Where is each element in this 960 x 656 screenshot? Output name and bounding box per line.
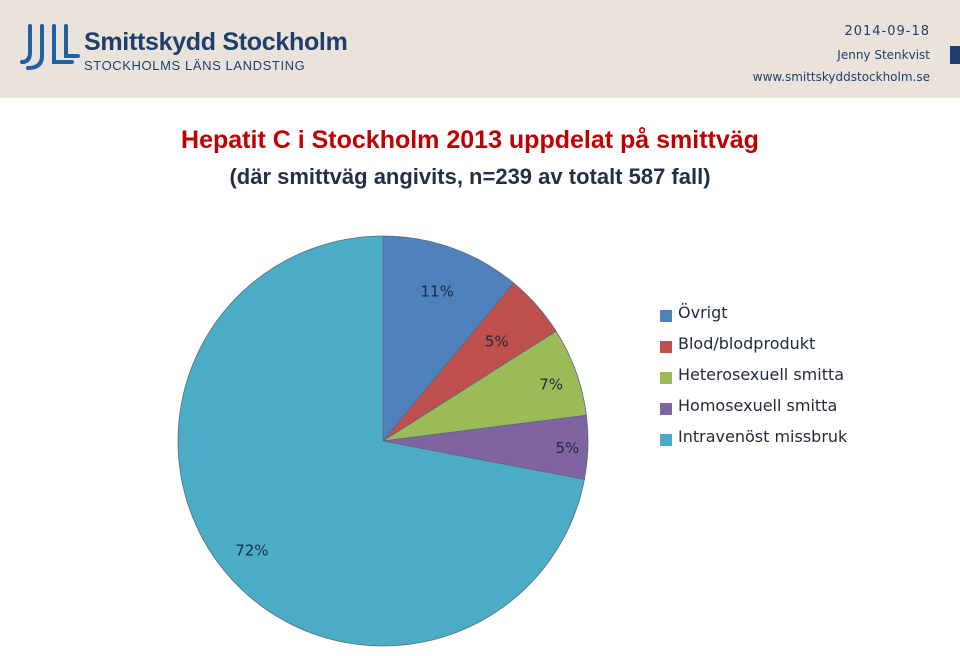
header-banner <box>0 0 960 98</box>
legend-swatch <box>660 341 672 353</box>
pie-label-heterosexuell-smitta: 7% <box>539 375 563 394</box>
org-subtitle: STOCKHOLMS LÄNS LANDSTING <box>84 58 306 73</box>
org-name: Smittskydd Stockholm <box>84 28 348 56</box>
legend-label: Blod/blodprodukt <box>678 334 816 353</box>
pie-label-homosexuell-smitta: 5% <box>555 438 580 457</box>
pie-label-intravenost-missbruk: 72% <box>235 541 269 560</box>
legend-swatch <box>660 434 672 446</box>
legend-label: Övrigt <box>678 303 728 322</box>
author-name: Jenny Stenkvist <box>837 48 930 62</box>
corner-accent <box>950 46 960 64</box>
pie-chart <box>170 230 600 656</box>
pie-label-blod-blodprodukt: 5% <box>484 332 509 351</box>
legend-label: Homosexuell smitta <box>678 396 838 415</box>
chart-title: Hepatit C i Stockholm 2013 uppdelat på smittväg <box>181 126 759 154</box>
legend-label: Intravenöst missbruk <box>678 427 848 446</box>
legend-swatch <box>660 372 672 384</box>
pie-label-ovrigt: 11% <box>420 282 454 301</box>
smittskydd-logo-icon <box>20 22 80 72</box>
legend-swatch <box>660 310 672 322</box>
chart-subtitle: (där smittväg angivits, n=239 av totalt 587 fall) <box>229 164 711 189</box>
legend-swatch <box>660 403 672 415</box>
website-link[interactable]: www.smittskyddstockholm.se <box>752 70 930 84</box>
presentation-date: 2014-09-18 <box>844 24 930 39</box>
legend-label: Heterosexuell smitta <box>678 365 845 384</box>
